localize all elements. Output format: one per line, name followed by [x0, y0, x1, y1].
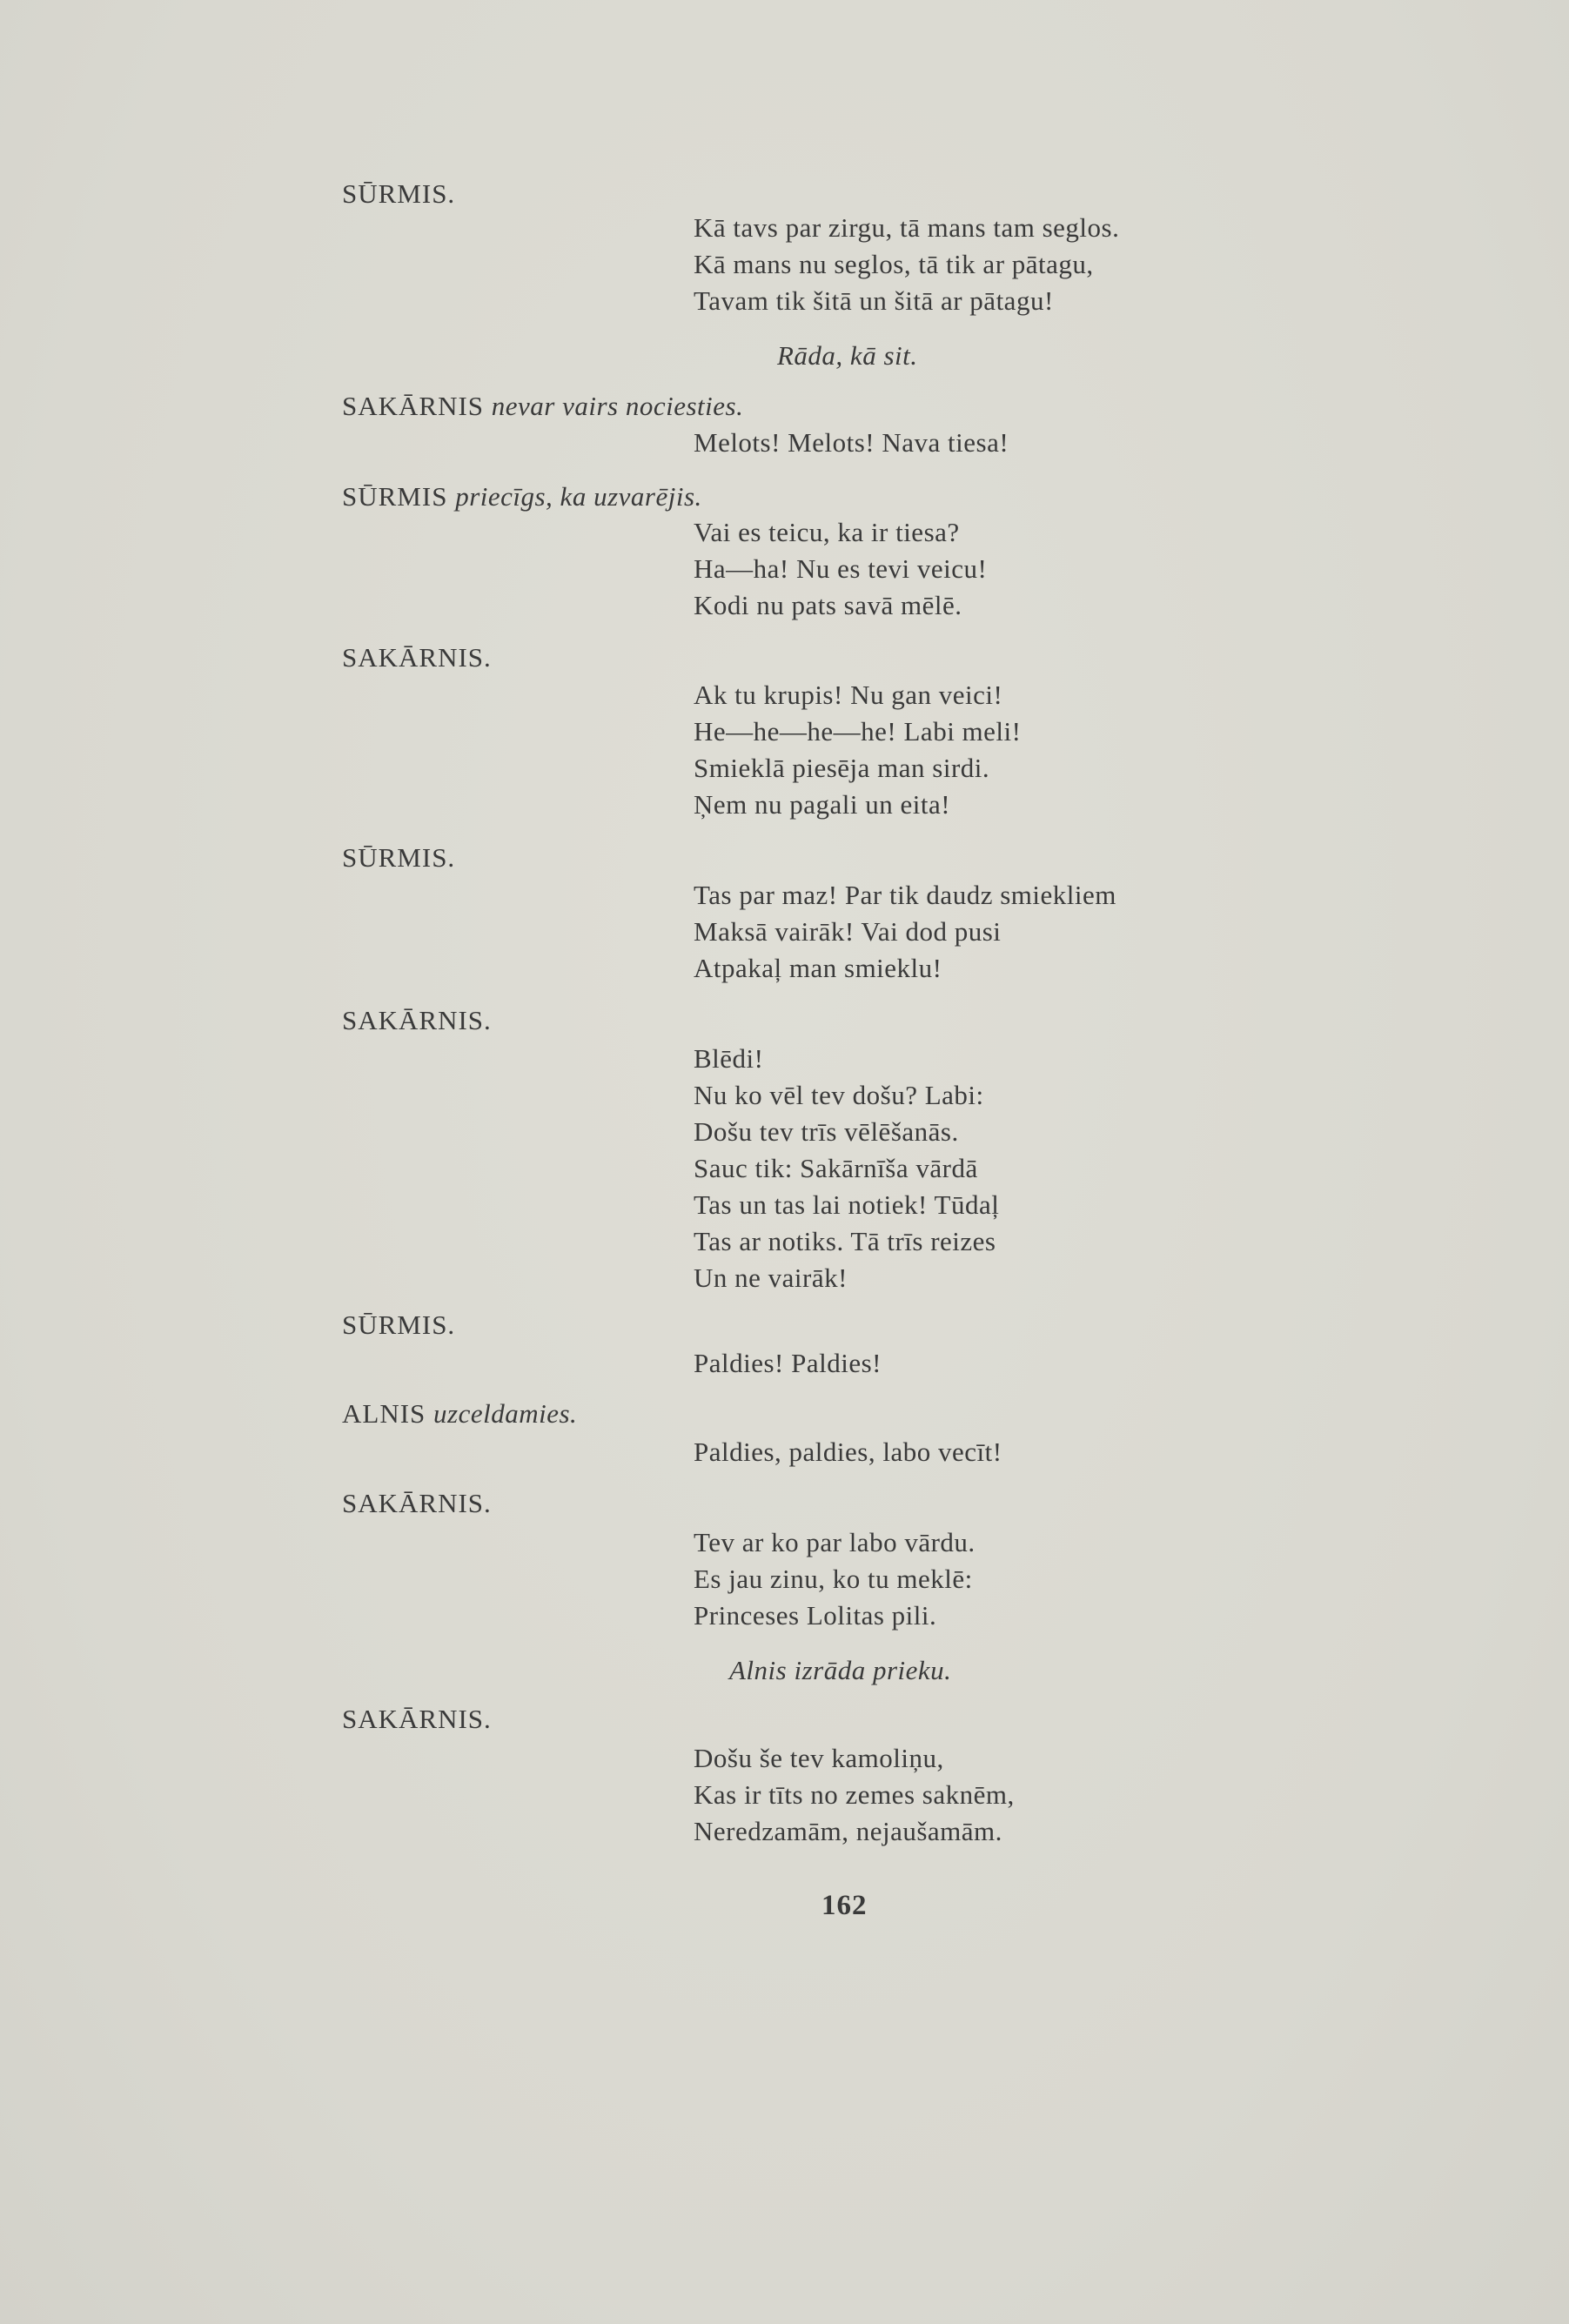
speaker-name: ALNIS: [342, 1398, 426, 1429]
speaker-label: [342, 1005, 492, 1036]
verse-line: Nu ko vēl tev došu? Labi:: [694, 1080, 984, 1110]
speaker-label: [342, 842, 455, 874]
speaker-name: SŪRMIS.: [342, 1309, 456, 1340]
verse-line: Kā tavs par zirgu, tā mans tam seglos.: [694, 212, 1120, 243]
verse-lines: [694, 1041, 999, 1296]
verse-lines: [694, 210, 1119, 319]
verse-line: He—he—he—he! Labi meli!: [694, 716, 1022, 747]
stage-direction: Rāda, kā sit.: [777, 340, 918, 371]
verse-line: Blēdi!: [694, 1043, 764, 1074]
verse-line: Tev ar ko par labo vārdu.: [694, 1527, 976, 1557]
speaker-label: [342, 481, 702, 512]
speaker-label: [342, 1398, 577, 1430]
verse-lines: [694, 877, 1116, 987]
page-number: 162: [821, 1890, 868, 1921]
speaker-label: [342, 1704, 492, 1735]
verse-line: Došu še tev kamoliņu,: [694, 1743, 944, 1773]
verse-lines: [694, 1524, 976, 1634]
speaker-label: [342, 391, 743, 422]
speaker-label: [342, 178, 455, 210]
verse-line: Tas ar notiks. Tā trīs reizes: [694, 1226, 996, 1256]
verse-line: Vai es teicu, ka ir tiesa?: [694, 517, 960, 547]
verse-line: Paldies! Paldies!: [694, 1348, 882, 1378]
speaker-label: [342, 642, 492, 673]
verse-line: Maksā vairāk! Vai dod pusi: [694, 916, 1002, 947]
verse-lines: [694, 425, 1009, 461]
verse-lines: [694, 514, 987, 624]
speaker-name: SAKĀRNIS.: [342, 1488, 492, 1518]
verse-lines: [694, 1740, 1015, 1850]
verse-line: Es jau zinu, ko tu meklē:: [694, 1564, 973, 1594]
verse-line: Princeses Lolitas pili.: [694, 1600, 937, 1631]
stage-direction: Alnis izrāda prieku.: [729, 1655, 952, 1685]
verse-line: Tas un tas lai notiek! Tūdaļ: [694, 1189, 1000, 1220]
verse-line: Kodi nu pats savā mēlē.: [694, 590, 962, 620]
verse-lines: [694, 677, 1021, 823]
verse-line: Smieklā piesēja man sirdi.: [694, 753, 990, 783]
verse-line: Neredzamām, nejaušamām.: [694, 1816, 1002, 1846]
speaker-label: [342, 1309, 455, 1341]
speaker-name: SAKĀRNIS: [342, 391, 485, 421]
speaker-name: SAKĀRNIS.: [342, 1704, 492, 1734]
speaker-name: SAKĀRNIS.: [342, 642, 492, 673]
speaker-name: SŪRMIS.: [342, 842, 456, 873]
verse-line: Melots! Melots! Nava tiesa!: [694, 427, 1009, 458]
speaker-direction: priecīgs, ka uzvarējis.: [455, 481, 702, 512]
verse-lines: [694, 1434, 1002, 1470]
verse-line: Ak tu krupis! Nu gan veici!: [694, 680, 1003, 710]
verse-line: Paldies, paldies, labo vecīt!: [694, 1437, 1002, 1467]
verse-line: Kas ir tīts no zemes saknēm,: [694, 1779, 1015, 1810]
verse-line: Došu tev trīs vēlēšanās.: [694, 1116, 959, 1147]
speaker-direction: nevar vairs nociesties.: [491, 391, 744, 421]
verse-line: Sauc tik: Sakārnīša vārdā: [694, 1153, 978, 1183]
verse-line: Tavam tik šitā un šitā ar pātagu!: [694, 285, 1054, 316]
verse-line: Ha—ha! Nu es tevi veicu!: [694, 553, 988, 584]
speaker-name: SŪRMIS.: [342, 178, 456, 209]
verse-line: Atpakaļ man smieklu!: [694, 953, 942, 983]
verse-lines: [694, 1345, 882, 1382]
speaker-label: [342, 1488, 492, 1519]
speaker-name: SŪRMIS: [342, 481, 448, 512]
verse-line: Kā mans nu seglos, tā tik ar pātagu,: [694, 249, 1094, 279]
verse-line: Ņem nu pagali un eita!: [694, 789, 951, 820]
speaker-direction: uzceldamies.: [433, 1398, 578, 1429]
speaker-name: SAKĀRNIS.: [342, 1005, 492, 1035]
verse-line: Un ne vairāk!: [694, 1262, 848, 1293]
verse-line: Tas par maz! Par tik daudz smiekliem: [694, 880, 1116, 910]
